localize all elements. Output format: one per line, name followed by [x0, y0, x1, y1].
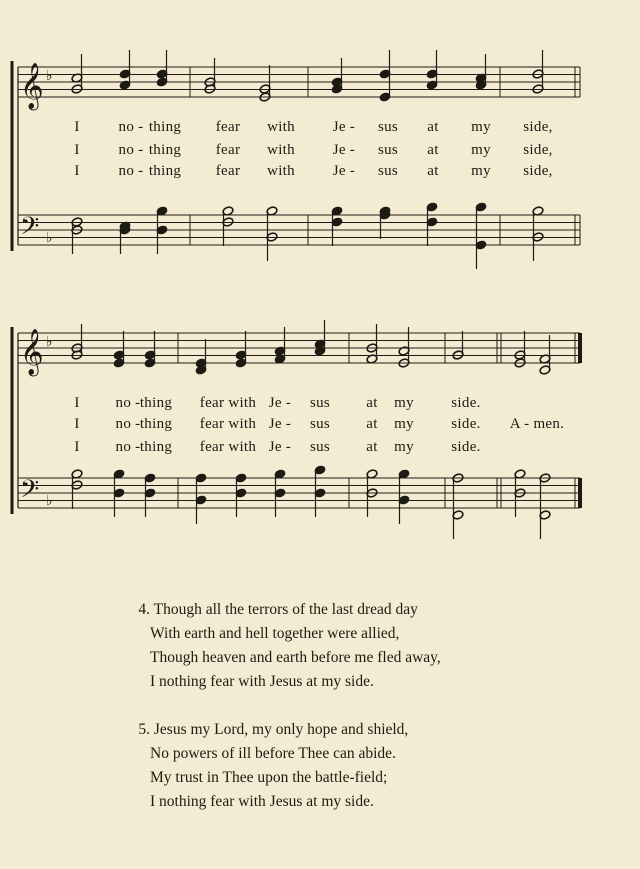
verse-line-text: I nothing fear with Jesus at my side.	[150, 793, 374, 810]
verse-line-text: I nothing fear with Jesus at my side.	[150, 673, 374, 690]
verse-line	[128, 790, 598, 814]
verse-line	[128, 646, 598, 670]
lyric-syllable: sus	[309, 439, 331, 455]
verse-line	[128, 598, 598, 622]
lyric-syllable: fear	[215, 163, 241, 179]
verse-line-text: My trust in Thee upon the battle-field;	[150, 769, 388, 786]
verse-line-text: Though all the terrors of the last dread day	[153, 601, 418, 618]
system-2-lyric-line-1	[0, 395, 640, 415]
system-1-lyric-line-3	[0, 163, 640, 183]
lyric-syllable: sus	[377, 142, 399, 158]
treble-clef: 𝄞	[20, 329, 44, 375]
treble-clef: 𝄞	[20, 63, 44, 109]
key-signature-flat: ♭	[46, 493, 53, 509]
lyric-syllable: no -	[118, 142, 144, 158]
lyric-syllable: thing	[148, 119, 182, 135]
lyric-syllable: my	[394, 395, 414, 411]
system-1-lyric-line-2	[0, 142, 640, 162]
verse-4	[128, 598, 598, 694]
verse-line	[128, 622, 598, 646]
lyric-syllable: I	[74, 395, 80, 411]
lyric-syllable: no -	[115, 439, 141, 455]
lyric-syllable: thing	[148, 142, 182, 158]
bass-clef: 𝄢	[20, 212, 40, 247]
lyric-syllable: side,	[523, 142, 553, 158]
lyric-syllable: thing	[139, 439, 173, 455]
lyric-syllable: thing	[139, 416, 173, 432]
lyric-syllable: side.	[451, 395, 481, 411]
system-1-lyric-line-1	[0, 119, 640, 139]
lyric-syllable: Je -	[332, 163, 356, 179]
lyric-syllable: at	[427, 163, 439, 179]
lyric-syllable: fear	[215, 142, 241, 158]
lyric-syllable: sus	[309, 395, 331, 411]
lyric-syllable: my	[471, 119, 491, 135]
verse-line	[128, 742, 598, 766]
verse-line	[128, 670, 598, 694]
lyric-syllable: thing	[139, 395, 173, 411]
verse-line	[128, 718, 598, 742]
lyric-syllable: fear with	[199, 395, 257, 411]
additional-verses	[128, 598, 598, 838]
lyric-syllable: I	[74, 439, 80, 455]
lyric-syllable: side,	[523, 119, 553, 135]
lyric-syllable: sus	[309, 416, 331, 432]
bass-clef: 𝄢	[20, 475, 40, 510]
lyric-syllable: my	[394, 416, 414, 432]
lyric-syllable: at	[427, 119, 439, 135]
lyric-syllable: I	[74, 142, 80, 158]
lyric-syllable: at	[366, 395, 378, 411]
lyric-syllable: Je -	[268, 439, 292, 455]
lyric-syllable: my	[471, 163, 491, 179]
verse-number: 4.	[138, 601, 150, 618]
lyric-syllable: fear with	[199, 439, 257, 455]
lyric-syllable: no -	[115, 416, 141, 432]
music-system-1	[0, 50, 640, 320]
verse-line-text: No powers of ill before Thee can abide.	[150, 745, 396, 762]
lyric-syllable: thing	[148, 163, 182, 179]
lyric-syllable: with	[267, 119, 295, 135]
lyric-syllable-amen: A - men.	[509, 416, 565, 432]
lyric-syllable: my	[394, 439, 414, 455]
lyric-syllable: fear	[215, 119, 241, 135]
verse-5	[128, 718, 598, 814]
lyric-syllable: at	[366, 416, 378, 432]
music-system-2	[0, 318, 640, 558]
lyric-syllable: at	[366, 439, 378, 455]
verse-line	[128, 766, 598, 790]
lyric-syllable: no -	[118, 119, 144, 135]
lyric-syllable: no -	[118, 163, 144, 179]
lyric-syllable: side,	[523, 163, 553, 179]
key-signature-flat: ♭	[46, 68, 53, 84]
lyric-syllable: side.	[451, 439, 481, 455]
verse-line-text: With earth and hell together were allied,	[150, 625, 400, 642]
verse-number: 5.	[138, 721, 150, 738]
lyric-syllable: fear with	[199, 416, 257, 432]
lyric-syllable: Je -	[332, 142, 356, 158]
system-2-lyric-line-3	[0, 439, 640, 459]
lyric-syllable: I	[74, 163, 80, 179]
lyric-syllable: my	[471, 142, 491, 158]
system-2-lyric-line-2	[0, 416, 640, 436]
lyric-syllable: I	[74, 416, 80, 432]
key-signature-flat: ♭	[46, 230, 53, 246]
lyric-syllable: I	[74, 119, 80, 135]
lyric-syllable: side.	[451, 416, 481, 432]
lyric-syllable: no -	[115, 395, 141, 411]
lyric-syllable: Je -	[332, 119, 356, 135]
lyric-syllable: sus	[377, 163, 399, 179]
lyric-syllable: Je -	[268, 416, 292, 432]
lyric-syllable: Je -	[268, 395, 292, 411]
key-signature-flat: ♭	[46, 334, 53, 350]
lyric-syllable: at	[427, 142, 439, 158]
lyric-syllable: with	[267, 142, 295, 158]
verse-line-text: Jesus my Lord, my only hope and shield,	[153, 721, 409, 738]
lyric-syllable: sus	[377, 119, 399, 135]
verse-line-text: Though heaven and earth before me fled away,	[150, 649, 441, 666]
lyric-syllable: with	[267, 163, 295, 179]
